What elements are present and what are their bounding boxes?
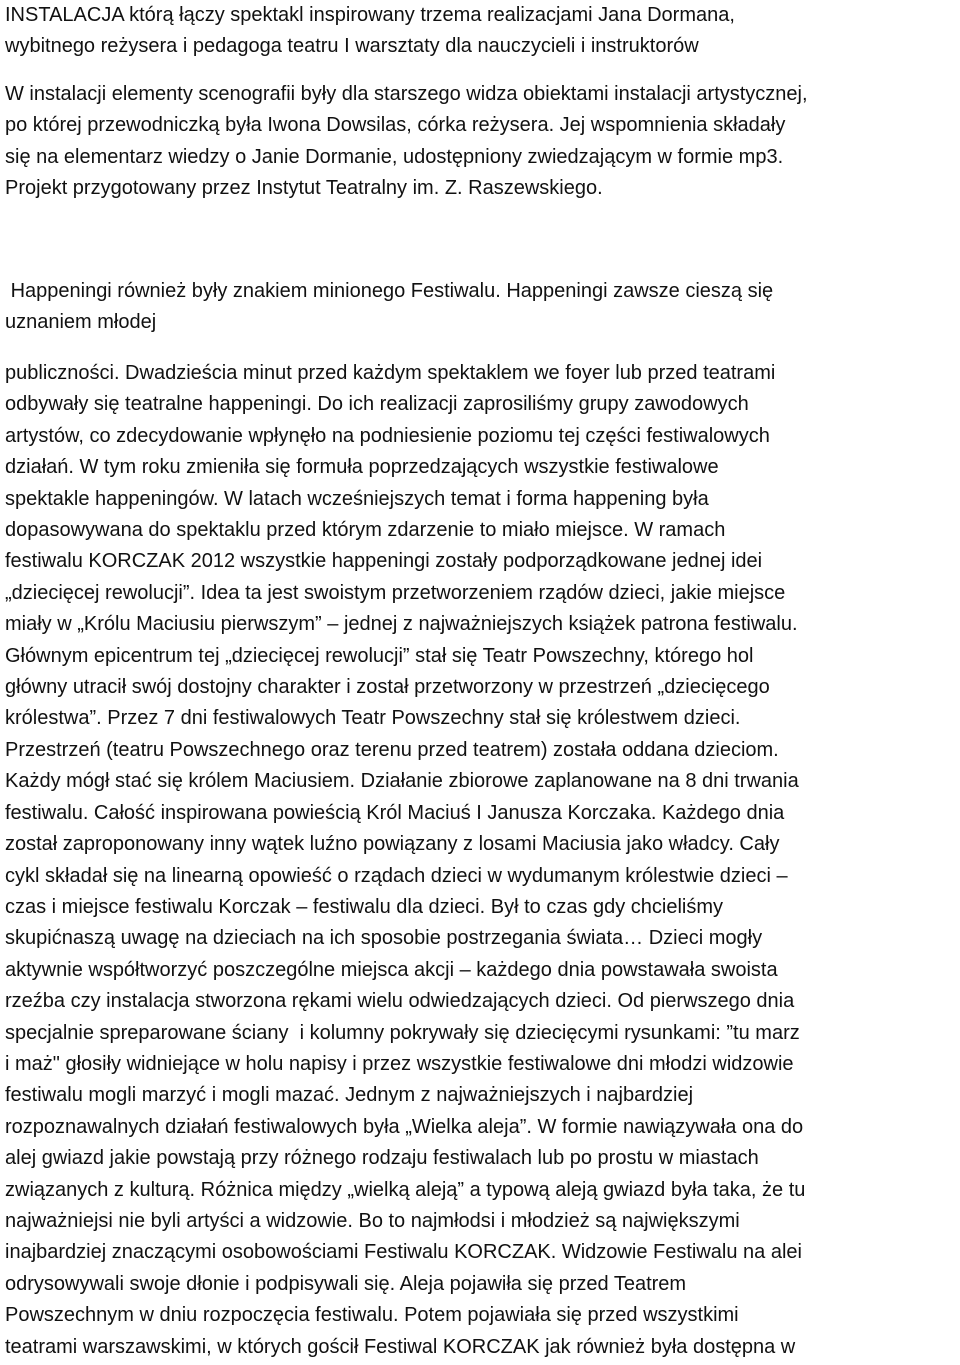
paragraph-installation-details: W instalacji elementy scenografii były dla starszego widza obiektami instalacji artystycznej, po której przewodniczką była Iwona Dowsilas, córka reżysera. Jej wspomnienia składały się na elementarz wiedzy o Janie Dormanie, udostępniony zwiedzającym w formie mp3. Projekt przygotowany przez Instytut Teatralny im. Z. Raszewskiego.	[5, 83, 808, 200]
paragraph-happenings-intro: Happeningi również były znakiem minionego Festiwalu. Happeningi zawsze cieszą się uznaniem młodej	[5, 280, 774, 334]
paragraph-installation-intro: INSTALACJA którą łączy spektakl inspirowany trzema realizacjami Jana Dormana, wybitnego reżysera i pedagoga teatru I warsztaty dla nauczycieli i instruktorów	[5, 4, 735, 58]
paragraph-happenings-details: publiczności. Dwadzieścia minut przed każdym spektaklem we foyer lub przed teatrami odbywały się teatralne happeningi. Do ich realizacji zaprosiliśmy grupy zawodowych artystów, co zdecydowanie wpłynęło na podniesienie poziomu tej części festiwalowych działań. W tym roku zmieniła się formuła poprzedzających wszystkie festiwalowe spektakle happeningów. W latach wcześniejszych temat i forma happening była dopasowywana do spektaklu przed którym zdarzenie to miało miejsce. W ramach festiwalu KORCZAK 2012 wszystkie happeningi zostały podporządkowane jednej idei „dziecięcej rewolucji”. Idea ta jest swoistym przetworzeniem rządów dzieci, jakie miejsce miały w „Królu Maciusiu pierwszym” – jednej z najważniejszych książek patrona festiwalu. Głównym epicentrum tej „dziecięcej rewolucji” stał się Teatr Powszechny, którego hol główny utracił swój dostojny charakter i został przetworzony w przestrzeń „dziecięcego królestwa”. Przez 7 dni festiwalowych Teatr Powszechny stał się królestwem dzieci. Przestrzeń (teatru Powszechnego oraz terenu przed teatrem) została oddana dzieciom. Każdy mógł stać się królem Maciusiem. Działanie zbiorowe zaplanowane na 8 dni trwania festiwalu. Całość inspirowana powieścią Król Maciuś I Janusza Korczaka. Każdego dnia został zaproponowany inny wątek luźno powiązany z losami Maciusia jako władcy. Cały cykl składał się na linearną opowieść o rządach dzieci w wydumanym królestwie dzieci – czas i miejsce festiwalu Korczak – festiwalu dla dzieci. Był to czas gdy chcieliśmy skupićnaszą uwagę na dzieciach na ich sposobie postrzegania świata… Dzieci mogły aktywnie współtworzyć poszczególne miejsca akcji – każdego dnia powstawała swoista rzeźba czy instalacja stworzona rękami wielu odwiedzających dzieci. Od pierwszego dnia specjalnie spreparowane ściany i kolumny pokrywały się dziecięcymi rysunkami: ”tu marz i maż" głosiły widniejące w holu napisy i przez wszystkie festiwalowe dni młodzi widzowie festiwalu mogli marzyć i mogli mazać. Jednym z najważniejszych i najbardziej rozpoznawalnych działań festiwalowych była „Wielka aleja”. W formie nawiązywała ona do alej gwiazd jakie powstają przy różnego rodzaju festiwalach lub po prostu w miastach związanych z kulturą. Różnica między „wielką aleją” a typową aleją gwiazd była taka, że tu najważniejsi nie byli artyści a widzowie. Bo to najmłodsi i młodzież są największymi inajbardziej znaczącymi osobowościami Festiwalu KORCZAK. Widzowie Festiwalu na alei odrysowywali swoje dłonie i podpisywali się. Aleja pojawiła się przed Teatrem Powszechnym w dniu rozpoczęcia festiwalu. Potem pojawiała się przed wszystkimi teatrami warszawskimi, w których gościł Festiwal KORCZAK jak również była dostępna w	[5, 362, 806, 1358]
